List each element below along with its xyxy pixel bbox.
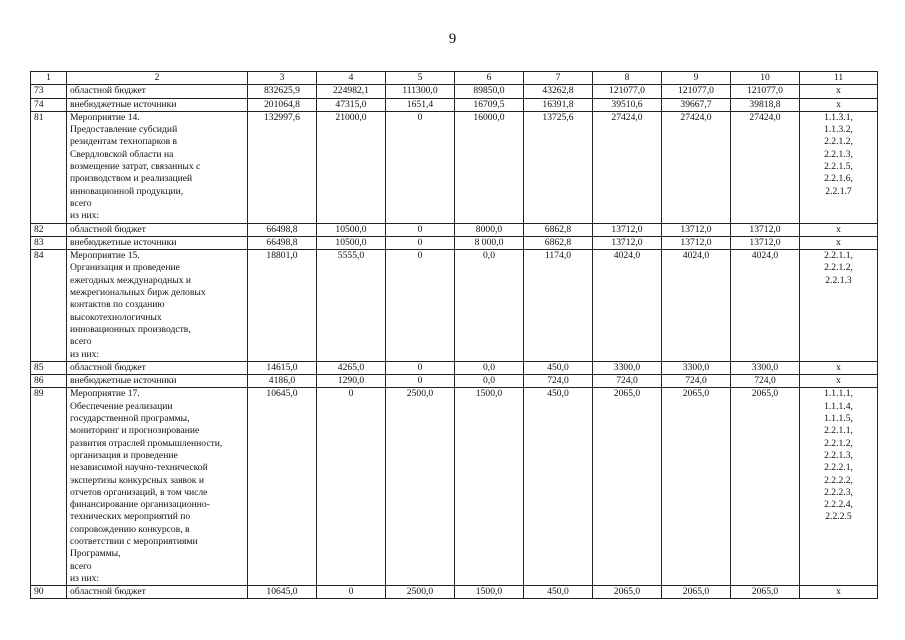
row-name-line: производством и реализацией (70, 173, 193, 185)
target-codes (800, 375, 878, 388)
header-cell: 6 (455, 72, 524, 85)
value-cell: 18801,0 (248, 250, 317, 362)
value-cell: 0 (317, 388, 386, 586)
target-code: 1.1.1.5, (824, 413, 853, 425)
row-name (67, 85, 248, 98)
value-cell: 8 000,0 (455, 236, 524, 249)
row-name-line: Программы, (70, 548, 121, 560)
value-cell: 10500,0 (317, 223, 386, 236)
value-cell: 13712,0 (593, 236, 662, 249)
table-row (31, 375, 878, 388)
row-name (67, 236, 248, 249)
row-name (67, 388, 248, 586)
table-row (31, 361, 878, 374)
value-cell: 4024,0 (593, 250, 662, 362)
value-cell: 0 (386, 375, 455, 388)
value-cell: 0 (386, 111, 455, 223)
table-header-row (31, 72, 878, 85)
row-name-line: из них: (70, 210, 100, 222)
row-name-line: развития отраслей промышленности, (70, 437, 223, 449)
value-cell: 1290,0 (317, 375, 386, 388)
target-code: 2.2.2.2, (824, 474, 853, 486)
target-code: 2.2.1.6, (824, 173, 853, 185)
row-number: 73 (31, 85, 67, 98)
row-name-line: областной бюджет (70, 361, 146, 373)
value-cell: 16391,8 (524, 98, 593, 111)
value-cell: 47315,0 (317, 98, 386, 111)
value-cell: 10500,0 (317, 236, 386, 249)
row-name-line: инновационных производств, (70, 323, 191, 335)
row-name-line: всего (70, 560, 92, 572)
value-cell: 13712,0 (731, 236, 800, 249)
row-name-line: ежегодных международных и (70, 274, 192, 286)
table-row (31, 388, 878, 586)
value-cell: 1500,0 (455, 388, 524, 586)
value-cell: 724,0 (731, 375, 800, 388)
value-cell: 224982,1 (317, 85, 386, 98)
value-cell: 39510,6 (593, 98, 662, 111)
target-code: 2.2.1.3, (824, 449, 853, 461)
value-cell: 13712,0 (662, 223, 731, 236)
row-name-line: Свердловской области на (70, 148, 174, 160)
target-code: 2.2.1.3, (824, 148, 853, 160)
table-row (31, 111, 878, 223)
value-cell: 0 (386, 250, 455, 362)
row-name-line: внебюджетные источники (70, 236, 177, 248)
value-cell: 4186,0 (248, 375, 317, 388)
value-cell: 27424,0 (731, 111, 800, 223)
value-cell: 0 (386, 361, 455, 374)
value-cell: 121077,0 (593, 85, 662, 98)
row-name (67, 223, 248, 236)
target-code: 2.2.1.7 (825, 185, 852, 197)
row-name-line: технических мероприятий по (70, 511, 191, 523)
value-cell: 0,0 (455, 375, 524, 388)
row-name (67, 375, 248, 388)
target-code: x (836, 361, 841, 373)
value-cell: 13712,0 (593, 223, 662, 236)
value-cell: 2065,0 (731, 388, 800, 586)
row-number: 82 (31, 223, 67, 236)
value-cell: 27424,0 (593, 111, 662, 223)
target-code: 2.2.1.1, (824, 250, 853, 262)
row-name-line: из них: (70, 348, 100, 360)
row-number: 74 (31, 98, 67, 111)
target-code: 1.1.3.1, (824, 111, 853, 123)
row-name-line: всего (70, 197, 92, 209)
value-cell: 16000,0 (455, 111, 524, 223)
table-row (31, 223, 878, 236)
row-number: 86 (31, 375, 67, 388)
value-cell: 2065,0 (593, 586, 662, 599)
table-body (31, 72, 878, 599)
target-code: x (836, 98, 841, 110)
row-name-line: резидентам технопарков в (70, 136, 178, 148)
target-code: 1.1.1.4, (824, 400, 853, 412)
row-number: 90 (31, 586, 67, 599)
target-code: x (836, 85, 841, 97)
value-cell: 0 (386, 236, 455, 249)
row-name-line: областной бюджет (70, 586, 146, 598)
row-name (67, 586, 248, 599)
row-name-line: из них: (70, 572, 100, 584)
target-code: x (836, 586, 841, 598)
row-name-line: возмещение затрат, связанных с (70, 161, 201, 173)
target-code: 2.2.1.2, (824, 262, 853, 274)
row-number: 84 (31, 250, 67, 362)
value-cell: 2500,0 (386, 586, 455, 599)
target-codes (800, 236, 878, 249)
table-row (31, 98, 878, 111)
value-cell: 0,0 (455, 250, 524, 362)
header-cell: 1 (31, 72, 67, 85)
row-name-line: Мероприятие 14. (70, 111, 140, 123)
target-code: 2.2.1.5, (824, 161, 853, 173)
row-name-line: всего (70, 336, 92, 348)
value-cell: 0,0 (455, 361, 524, 374)
value-cell: 89850,0 (455, 85, 524, 98)
target-codes (800, 361, 878, 374)
value-cell: 0 (386, 223, 455, 236)
value-cell: 0 (317, 586, 386, 599)
budget-table (30, 71, 878, 599)
value-cell: 1174,0 (524, 250, 593, 362)
target-code: x (836, 236, 841, 248)
row-name-line: сопровождению конкурсов, в (70, 523, 190, 535)
header-cell: 8 (593, 72, 662, 85)
row-name-line: Организация и проведение (70, 262, 180, 274)
header-cell: 4 (317, 72, 386, 85)
page-number: 9 (448, 31, 457, 47)
row-name-line: областной бюджет (70, 85, 146, 97)
value-cell: 2500,0 (386, 388, 455, 586)
target-code: 2.2.2.1, (824, 462, 853, 474)
value-cell: 724,0 (662, 375, 731, 388)
target-code: 2.2.2.4, (824, 499, 853, 511)
header-cell: 11 (800, 72, 878, 85)
value-cell: 121077,0 (662, 85, 731, 98)
row-name-line: экспертизы конкурсных заявок и (70, 474, 204, 486)
value-cell: 201064,8 (248, 98, 317, 111)
row-name (67, 250, 248, 362)
value-cell: 5555,0 (317, 250, 386, 362)
target-code: 2.2.1.2, (824, 437, 853, 449)
value-cell: 450,0 (524, 361, 593, 374)
row-name-line: Мероприятие 17. (70, 388, 140, 400)
value-cell: 4024,0 (731, 250, 800, 362)
table-row (31, 586, 878, 599)
target-codes (800, 586, 878, 599)
target-code: 2.2.1.3 (825, 274, 852, 286)
target-code: x (836, 375, 841, 387)
value-cell: 2065,0 (731, 586, 800, 599)
value-cell: 16709,5 (455, 98, 524, 111)
value-cell: 39667,7 (662, 98, 731, 111)
row-name-line: внебюджетные источники (70, 98, 177, 110)
header-cell: 5 (386, 72, 455, 85)
target-code: 2.2.2.5 (825, 511, 852, 523)
value-cell: 450,0 (524, 586, 593, 599)
value-cell: 724,0 (593, 375, 662, 388)
value-cell: 121077,0 (731, 85, 800, 98)
row-name-line: контактов по созданию (70, 299, 165, 311)
header-cell: 10 (731, 72, 800, 85)
row-number: 89 (31, 388, 67, 586)
row-name-line: соответствии с мероприятиями (70, 535, 198, 547)
value-cell: 2065,0 (662, 586, 731, 599)
value-cell: 4024,0 (662, 250, 731, 362)
table-row (31, 250, 878, 362)
target-codes (800, 98, 878, 111)
row-name (67, 98, 248, 111)
value-cell: 10645,0 (248, 586, 317, 599)
row-number: 85 (31, 361, 67, 374)
value-cell: 1651,4 (386, 98, 455, 111)
value-cell: 13712,0 (662, 236, 731, 249)
row-name-line: финансирование организационно- (70, 499, 210, 511)
value-cell: 450,0 (524, 388, 593, 586)
row-name-line: мониторинг и прогнозирование (70, 425, 200, 437)
row-name-line: независимой научно-технической (70, 462, 208, 474)
row-name-line: инновационной продукции, (70, 185, 184, 197)
value-cell: 39818,8 (731, 98, 800, 111)
value-cell: 14615,0 (248, 361, 317, 374)
row-name-line: организация и проведение (70, 449, 178, 461)
target-code: 2.2.1.1, (824, 425, 853, 437)
value-cell: 1500,0 (455, 586, 524, 599)
target-codes (800, 223, 878, 236)
value-cell: 3300,0 (662, 361, 731, 374)
value-cell: 2065,0 (662, 388, 731, 586)
value-cell: 21000,0 (317, 111, 386, 223)
target-code: 1.1.3.2, (824, 124, 853, 136)
row-name-line: Предоставление субсидий (70, 124, 178, 136)
row-name-line: государственной программы, (70, 413, 190, 425)
header-cell: 9 (662, 72, 731, 85)
row-name-line: Обеспечение реализации (70, 400, 173, 412)
value-cell: 4265,0 (317, 361, 386, 374)
row-name-line: Мероприятие 15. (70, 250, 140, 262)
value-cell: 8000,0 (455, 223, 524, 236)
target-code: 2.2.1.2, (824, 136, 853, 148)
value-cell: 111300,0 (386, 85, 455, 98)
value-cell: 832625,9 (248, 85, 317, 98)
value-cell: 3300,0 (593, 361, 662, 374)
table-row (31, 236, 878, 249)
row-name-line: межрегиональных бирж деловых (70, 287, 206, 299)
header-cell: 2 (67, 72, 248, 85)
value-cell: 66498,8 (248, 223, 317, 236)
row-number: 81 (31, 111, 67, 223)
value-cell: 6862,8 (524, 223, 593, 236)
target-code: x (836, 223, 841, 235)
target-code: 1.1.1.1, (824, 388, 853, 400)
value-cell: 13712,0 (731, 223, 800, 236)
table-row (31, 85, 878, 98)
value-cell: 132997,6 (248, 111, 317, 223)
row-name-line: областной бюджет (70, 223, 146, 235)
value-cell: 13725,6 (524, 111, 593, 223)
value-cell: 6862,8 (524, 236, 593, 249)
target-codes (800, 388, 878, 586)
header-cell: 7 (524, 72, 593, 85)
row-name (67, 111, 248, 223)
value-cell: 3300,0 (731, 361, 800, 374)
value-cell: 27424,0 (662, 111, 731, 223)
row-name-line: высокотехнологичных (70, 311, 162, 323)
value-cell: 66498,8 (248, 236, 317, 249)
value-cell: 724,0 (524, 375, 593, 388)
target-codes (800, 250, 878, 362)
target-code: 2.2.2.3, (824, 486, 853, 498)
row-number: 83 (31, 236, 67, 249)
row-name-line: отчетов организаций, в том числе (70, 486, 208, 498)
value-cell: 10645,0 (248, 388, 317, 586)
value-cell: 43262,8 (524, 85, 593, 98)
value-cell: 2065,0 (593, 388, 662, 586)
row-name-line: внебюджетные источники (70, 375, 177, 387)
target-codes (800, 85, 878, 98)
row-name (67, 361, 248, 374)
header-cell: 3 (248, 72, 317, 85)
target-codes (800, 111, 878, 223)
